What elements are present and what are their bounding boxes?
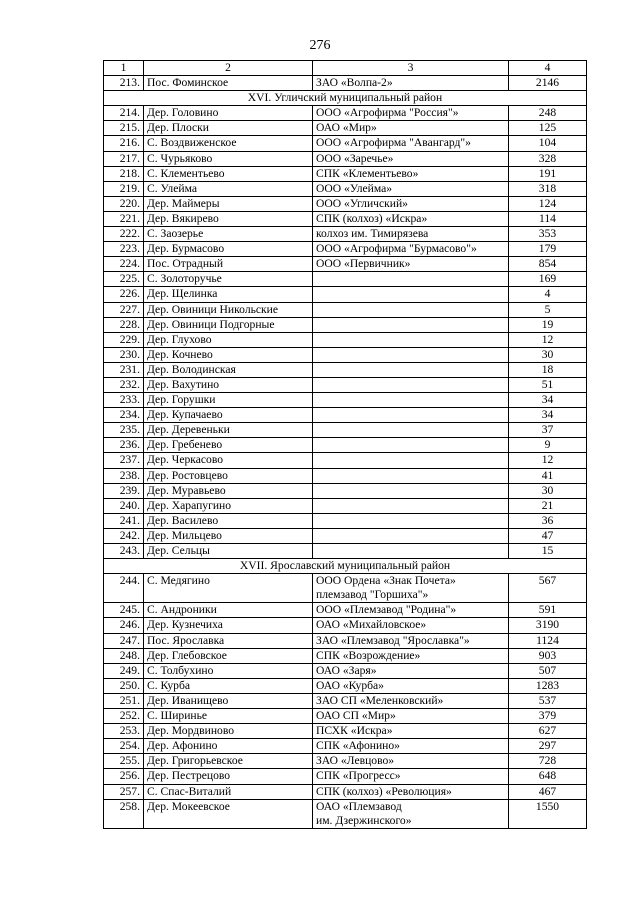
settlement-name: Дер. Володинская: [144, 362, 313, 377]
value-cell: 3190: [509, 618, 587, 633]
header-col-3: 3: [313, 61, 509, 76]
organization-cell: [313, 739, 509, 754]
value-cell: 169: [509, 272, 587, 287]
table-row: [104, 393, 587, 408]
settlement-name: Дер. Пестрецово: [144, 769, 313, 784]
settlement-name: Дер. Плоски: [144, 121, 313, 136]
table-row: [104, 693, 587, 708]
row-number: 224.: [104, 257, 144, 272]
value-cell: 34: [509, 393, 587, 408]
row-number: 220.: [104, 196, 144, 211]
table-row: [104, 769, 587, 784]
settlement-name: Дер. Мильцево: [144, 528, 313, 543]
row-number: 243.: [104, 544, 144, 559]
row-number: 245.: [104, 603, 144, 618]
header-col-4: 4: [509, 61, 587, 76]
organization-cell: [313, 136, 509, 151]
table-row: [104, 211, 587, 226]
row-number: 236.: [104, 438, 144, 453]
settlement-name: Пос. Отрадный: [144, 257, 313, 272]
settlement-name: С. Андроники: [144, 603, 313, 618]
row-number: 253.: [104, 724, 144, 739]
table-row: [104, 648, 587, 663]
organization-line: им. Дзержинского»: [316, 813, 412, 827]
organization-cell: [313, 633, 509, 648]
settlement-name: Дер. Глебовское: [144, 648, 313, 663]
settlement-name: С. Воздвиженское: [144, 136, 313, 151]
value-cell: 379: [509, 709, 587, 724]
table-row: [104, 408, 587, 423]
organization-line: [316, 453, 505, 467]
settlement-name: Дер. Вахутино: [144, 377, 313, 392]
table-row: [104, 528, 587, 543]
table-row: [104, 498, 587, 513]
table-row: [104, 754, 587, 769]
row-number: 222.: [104, 227, 144, 242]
settlement-name: С. Клементьево: [144, 166, 313, 181]
table-row: [104, 618, 587, 633]
value-cell: 728: [509, 754, 587, 769]
table-row: [104, 544, 587, 559]
organization-cell: [313, 196, 509, 211]
row-number: 251.: [104, 693, 144, 708]
row-number: 218.: [104, 166, 144, 181]
organization-cell: [313, 362, 509, 377]
organization-line: [316, 272, 505, 286]
table-row: [104, 332, 587, 347]
organization-cell: [313, 453, 509, 468]
organization-cell: [313, 393, 509, 408]
settlement-name: С. Спас-Виталий: [144, 784, 313, 799]
organization-line: ООО «Улейма»: [316, 181, 393, 195]
settlement-name: Дер. Афонино: [144, 739, 313, 754]
settlement-name: С. Золоторучье: [144, 272, 313, 287]
organization-cell: [313, 302, 509, 317]
table-row: [104, 196, 587, 211]
value-cell: 903: [509, 648, 587, 663]
settlement-name: Дер. Овиници Подгорные: [144, 317, 313, 332]
header-col-2: 2: [144, 61, 313, 76]
table-header-row: [104, 61, 587, 76]
organization-cell: [313, 618, 509, 633]
organization-line: СПК «Возрождение»: [316, 648, 421, 662]
row-number: 233.: [104, 393, 144, 408]
table-row: [104, 136, 587, 151]
organization-cell: [313, 106, 509, 121]
row-number: 249.: [104, 663, 144, 678]
organization-line: ОАО «Михайловское»: [316, 618, 427, 632]
organization-line: [316, 348, 505, 362]
organization-line: [316, 408, 505, 422]
row-number: 227.: [104, 302, 144, 317]
value-cell: 15: [509, 544, 587, 559]
organization-cell: [313, 574, 509, 603]
organization-cell: [313, 151, 509, 166]
organization-line: [316, 378, 505, 392]
organization-line: [316, 363, 505, 377]
value-cell: 5: [509, 302, 587, 317]
settlement-name: Дер. Ростовцево: [144, 468, 313, 483]
value-cell: 12: [509, 332, 587, 347]
table-row: [104, 678, 587, 693]
row-number: 258.: [104, 799, 144, 828]
table-row: [104, 799, 587, 828]
section-title: XVI. Угличский муниципальный район: [104, 91, 587, 106]
value-cell: 191: [509, 166, 587, 181]
row-number: 254.: [104, 739, 144, 754]
page-number: 276: [309, 38, 331, 53]
row-number: 214.: [104, 106, 144, 121]
row-number: 255.: [104, 754, 144, 769]
organization-cell: [313, 603, 509, 618]
table-row: [104, 121, 587, 136]
organization-line: ООО «Агрофирма "Бурмасово"»: [316, 242, 477, 256]
row-number: 219.: [104, 181, 144, 196]
value-cell: 41: [509, 468, 587, 483]
organization-line: ООО «Агрофирма "Россия"»: [316, 106, 459, 120]
organization-cell: [313, 483, 509, 498]
organization-line: [316, 333, 505, 347]
row-number: 215.: [104, 121, 144, 136]
value-cell: 47: [509, 528, 587, 543]
table-row: [104, 362, 587, 377]
value-cell: 854: [509, 257, 587, 272]
table-row: [104, 302, 587, 317]
value-cell: 34: [509, 408, 587, 423]
value-cell: 537: [509, 693, 587, 708]
organization-line: ОАО «Курба»: [316, 678, 384, 692]
table-row: [104, 317, 587, 332]
row-number: 226.: [104, 287, 144, 302]
organization-line: ОАО СП «Мир»: [316, 709, 396, 723]
table-row: [104, 272, 587, 287]
settlement-name: С. Курба: [144, 678, 313, 693]
organization-line: [316, 514, 505, 528]
organization-line: [316, 423, 505, 437]
table-row: [104, 468, 587, 483]
value-cell: 328: [509, 151, 587, 166]
value-cell: 30: [509, 347, 587, 362]
organization-line: СПК (колхоз) «Революция»: [316, 784, 452, 798]
value-cell: 12: [509, 453, 587, 468]
organization-cell: [313, 438, 509, 453]
value-cell: 1124: [509, 633, 587, 648]
row-number: 235.: [104, 423, 144, 438]
organization-cell: [313, 211, 509, 226]
organization-line: ОАО «Мир»: [316, 121, 377, 135]
value-cell: 297: [509, 739, 587, 754]
organization-cell: [313, 754, 509, 769]
organization-cell: [313, 377, 509, 392]
value-cell: 648: [509, 769, 587, 784]
organization-line: [316, 393, 505, 407]
settlement-name: С. Чурьяково: [144, 151, 313, 166]
settlement-name: Дер. Горушки: [144, 393, 313, 408]
organization-cell: [313, 799, 509, 828]
organization-line: ПСХК «Искра»: [316, 724, 393, 738]
organization-line: [316, 529, 505, 543]
table-row: [104, 574, 587, 603]
value-cell: 567: [509, 574, 587, 603]
settlement-name: Дер. Овиници Никольские: [144, 302, 313, 317]
table-row: [104, 166, 587, 181]
settlement-name: Дер. Муравьево: [144, 483, 313, 498]
row-number: 213.: [104, 76, 144, 91]
settlement-name: Дер. Купачаево: [144, 408, 313, 423]
value-cell: 30: [509, 483, 587, 498]
table-row: [104, 513, 587, 528]
table-row: [104, 181, 587, 196]
organization-line: [316, 318, 505, 332]
settlement-name: Дер. Головино: [144, 106, 313, 121]
settlement-name: Дер. Иванищево: [144, 693, 313, 708]
organization-line: ЗАО «Племзавод "Ярославка"»: [316, 633, 470, 647]
organization-line: [316, 303, 505, 317]
settlement-name: Дер. Гребенево: [144, 438, 313, 453]
value-cell: 4: [509, 287, 587, 302]
organization-cell: [313, 423, 509, 438]
row-number: 231.: [104, 362, 144, 377]
value-cell: 18: [509, 362, 587, 377]
table-row: [104, 724, 587, 739]
row-number: 217.: [104, 151, 144, 166]
settlement-name: Дер. Кочнево: [144, 347, 313, 362]
organization-cell: [313, 227, 509, 242]
section-title: XVII. Ярославский муниципальный район: [104, 559, 587, 574]
value-cell: 1283: [509, 678, 587, 693]
row-number: 256.: [104, 769, 144, 784]
value-cell: 124: [509, 196, 587, 211]
settlement-name: Дер. Деревеньки: [144, 423, 313, 438]
organization-line: ООО «Агрофирма "Авангард"»: [316, 136, 471, 150]
organization-line: ООО «Заречье»: [316, 151, 394, 165]
row-number: 216.: [104, 136, 144, 151]
organization-line: ОАО «Племзавод: [316, 799, 402, 813]
row-number: 250.: [104, 678, 144, 693]
row-number: 232.: [104, 377, 144, 392]
row-number: 221.: [104, 211, 144, 226]
organization-cell: [313, 528, 509, 543]
organization-line: [316, 469, 505, 483]
settlement-name: Дер. Григорьевское: [144, 754, 313, 769]
organization-cell: [313, 257, 509, 272]
row-number: 257.: [104, 784, 144, 799]
row-number: 239.: [104, 483, 144, 498]
organization-line: ООО Ордена «Знак Почета»: [316, 574, 456, 588]
row-number: 242.: [104, 528, 144, 543]
table-row: [104, 423, 587, 438]
settlement-name: Пос. Фоминское: [144, 76, 313, 91]
settlement-name: Дер. Черкасово: [144, 453, 313, 468]
organization-cell: [313, 663, 509, 678]
organization-line: [316, 287, 505, 301]
table-row: [104, 257, 587, 272]
settlement-name: Дер. Глухово: [144, 332, 313, 347]
organization-line: [316, 499, 505, 513]
table-row: [104, 287, 587, 302]
value-cell: 9: [509, 438, 587, 453]
value-cell: 19: [509, 317, 587, 332]
value-cell: 248: [509, 106, 587, 121]
organization-line: ЗАО «Волпа-2»: [316, 76, 393, 90]
settlement-name: С. Улейма: [144, 181, 313, 196]
table-row: [104, 663, 587, 678]
value-cell: 51: [509, 377, 587, 392]
table-row: [104, 603, 587, 618]
organization-cell: [313, 648, 509, 663]
row-number: 234.: [104, 408, 144, 423]
settlement-name: С. Медягино: [144, 574, 313, 603]
row-number: 247.: [104, 633, 144, 648]
value-cell: 179: [509, 242, 587, 257]
organization-line: колхоз им. Тимирязева: [316, 227, 429, 241]
settlement-name: Дер. Вякирево: [144, 211, 313, 226]
organization-cell: [313, 121, 509, 136]
settlement-name: Дер. Щелинка: [144, 287, 313, 302]
row-number: 228.: [104, 317, 144, 332]
organization-line: [316, 484, 505, 498]
organization-line: ООО «Первичник»: [316, 257, 411, 271]
organization-cell: [313, 544, 509, 559]
table-row: [104, 483, 587, 498]
organization-cell: [313, 347, 509, 362]
organization-line: СПК «Клементьево»: [316, 166, 419, 180]
organization-cell: [313, 784, 509, 799]
value-cell: 2146: [509, 76, 587, 91]
table-row: [104, 377, 587, 392]
organization-line: СПК (колхоз) «Искра»: [316, 211, 428, 225]
organization-line: ООО «Угличский»: [316, 196, 408, 210]
section-header-row: [104, 559, 587, 574]
organization-cell: [313, 498, 509, 513]
row-number: 225.: [104, 272, 144, 287]
organization-cell: [313, 272, 509, 287]
row-number: 223.: [104, 242, 144, 257]
value-cell: 467: [509, 784, 587, 799]
section-header-row: [104, 91, 587, 106]
table-row: [104, 151, 587, 166]
table-row: [104, 347, 587, 362]
organization-line: ООО «Племзавод "Родина"»: [316, 603, 457, 617]
settlement-name: Дер. Василево: [144, 513, 313, 528]
row-number: 230.: [104, 347, 144, 362]
organization-cell: [313, 242, 509, 257]
organization-line: ЗАО СП «Меленковский»: [316, 693, 444, 707]
settlement-name: Дер. Мордвиново: [144, 724, 313, 739]
organization-cell: [313, 513, 509, 528]
settlement-name: Дер. Мокеевское: [144, 799, 313, 828]
settlement-name: С. Толбухино: [144, 663, 313, 678]
settlements-table: [103, 60, 587, 829]
row-number: 244.: [104, 574, 144, 603]
organization-line: ЗАО «Левцово»: [316, 754, 395, 768]
table-row: [104, 242, 587, 257]
organization-line: СПК «Прогресс»: [316, 769, 401, 783]
value-cell: 507: [509, 663, 587, 678]
row-number: 252.: [104, 709, 144, 724]
value-cell: 591: [509, 603, 587, 618]
settlement-name: Пос. Ярославка: [144, 633, 313, 648]
organization-cell: [313, 468, 509, 483]
value-cell: 21: [509, 498, 587, 513]
settlement-name: Дер. Бурмасово: [144, 242, 313, 257]
organization-line: племзавод "Горшиха"»: [316, 588, 429, 602]
organization-cell: [313, 724, 509, 739]
row-number: 241.: [104, 513, 144, 528]
header-col-1: 1: [104, 61, 144, 76]
organization-cell: [313, 317, 509, 332]
table-row: [104, 739, 587, 754]
organization-line: [316, 438, 505, 452]
table-row: [104, 76, 587, 91]
table-row: [104, 227, 587, 242]
organization-cell: [313, 408, 509, 423]
table-row: [104, 453, 587, 468]
table-row: [104, 106, 587, 121]
value-cell: 37: [509, 423, 587, 438]
organization-cell: [313, 181, 509, 196]
value-cell: 627: [509, 724, 587, 739]
row-number: 237.: [104, 453, 144, 468]
row-number: 238.: [104, 468, 144, 483]
row-number: 240.: [104, 498, 144, 513]
organization-cell: [313, 166, 509, 181]
table-row: [104, 438, 587, 453]
organization-cell: [313, 678, 509, 693]
organization-cell: [313, 332, 509, 347]
settlement-name: Дер. Сельцы: [144, 544, 313, 559]
value-cell: 104: [509, 136, 587, 151]
organization-cell: [313, 693, 509, 708]
row-number: 229.: [104, 332, 144, 347]
organization-cell: [313, 769, 509, 784]
organization-cell: [313, 287, 509, 302]
table-row: [104, 633, 587, 648]
value-cell: 125: [509, 121, 587, 136]
settlement-name: С. Ширинье: [144, 709, 313, 724]
settlement-name: С. Заозерье: [144, 227, 313, 242]
organization-cell: [313, 76, 509, 91]
settlement-name: Дер. Кузнечиха: [144, 618, 313, 633]
organization-line: ОАО «Заря»: [316, 663, 377, 677]
value-cell: 114: [509, 211, 587, 226]
value-cell: 318: [509, 181, 587, 196]
organization-line: СПК «Афонино»: [316, 739, 400, 753]
organization-line: [316, 544, 505, 558]
value-cell: 353: [509, 227, 587, 242]
table-row: [104, 784, 587, 799]
organization-cell: [313, 709, 509, 724]
settlement-name: Дер. Харапугино: [144, 498, 313, 513]
value-cell: 36: [509, 513, 587, 528]
value-cell: 1550: [509, 799, 587, 828]
row-number: 248.: [104, 648, 144, 663]
row-number: 246.: [104, 618, 144, 633]
table-row: [104, 709, 587, 724]
settlement-name: Дер. Маймеры: [144, 196, 313, 211]
